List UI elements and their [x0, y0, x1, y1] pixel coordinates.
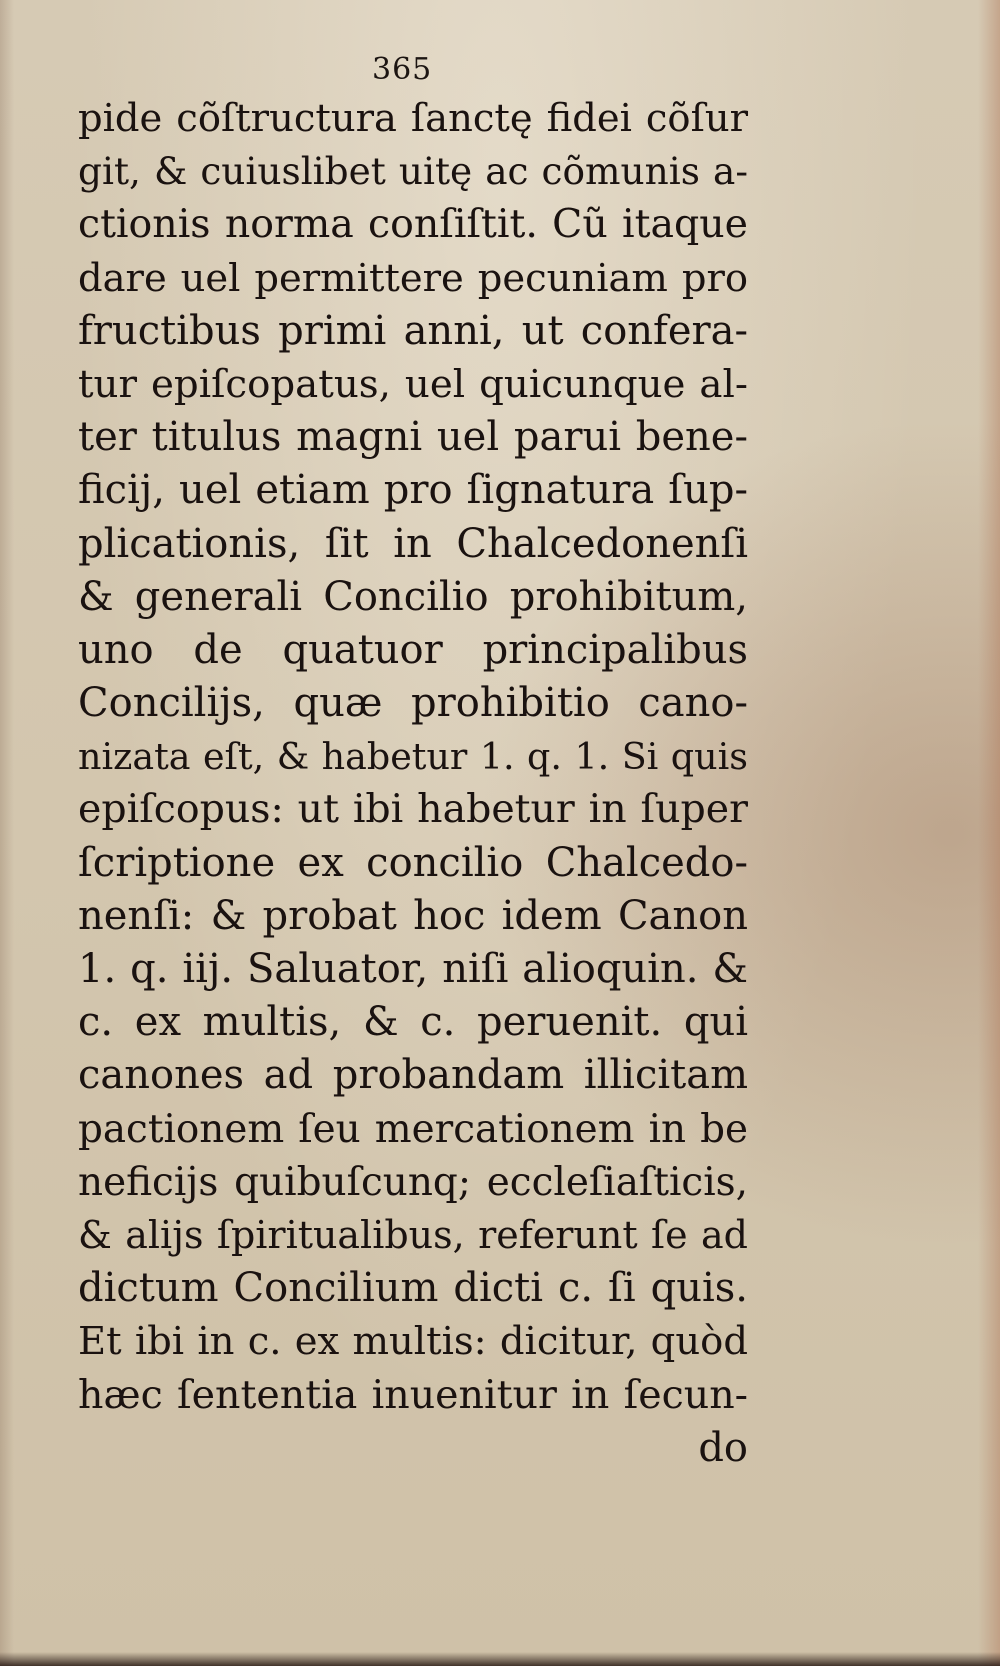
bottom-edge-shadow: [0, 1652, 1000, 1666]
text-line: pide cõſtructura ſanctę fidei cõſur: [78, 96, 748, 141]
text-line: ter titulus magni uel parui bene-: [78, 414, 748, 461]
text-line: ficij, uel etiam pro ſignatura ſup-: [78, 467, 748, 514]
text-line: ctionis norma conſiſtit. Cũ itaque: [78, 201, 748, 248]
page-gutter-shadow: [0, 0, 14, 1666]
text-line: Et ibi in c. ex multis: dicitur, quòd: [78, 1319, 748, 1365]
text-line: 1. q. iij. Saluator, niſi alioquin. &: [78, 946, 748, 992]
page-number: 365: [372, 52, 433, 87]
text-line: uno de quatuor principalibus: [78, 626, 748, 673]
catchword: do: [698, 1424, 748, 1471]
text-line: ſcriptione ex concilio Chalcedo-: [78, 839, 748, 886]
text-line: neficijs quibuſcunq; eccleſiaſticis,: [78, 1159, 748, 1205]
text-line: tur epiſcopatus, uel quicunque al-: [78, 361, 748, 407]
text-line: & generali Concilio prohibitum,: [78, 573, 748, 620]
text-line: fructibus primi anni, ut confera-: [78, 307, 748, 354]
text-line: & alijs ſpiritualibus, referunt ſe ad: [78, 1212, 748, 1257]
text-line: canones ad probandam illicitam: [78, 1052, 748, 1099]
body-text: [78, 92, 748, 1475]
text-line: plicationis, ſit in Chalcedonenſi: [78, 520, 748, 567]
text-line: c. ex multis, & c. peruenit. qui: [78, 999, 748, 1046]
text-line: hæc ſententia inuenitur in ſecun-: [78, 1371, 748, 1418]
text-line: Concilijs, quæ prohibitio cano-: [78, 680, 748, 727]
page-edge-stain: [978, 0, 1000, 1666]
text-line: git, & cuiuslibet uitę ac cõmunis a-: [78, 149, 748, 194]
text-line: pactionem ſeu mercationem in be: [78, 1106, 748, 1152]
text-line: dictum Concilium dicti c. ſi quis.: [78, 1265, 748, 1312]
text-line: nizata eſt, & habetur 1. q. 1. Si quis: [78, 735, 748, 779]
text-line: nenſi: & probat hoc idem Canon: [78, 892, 748, 939]
text-line: epiſcopus: ut ibi habetur in ſuper: [78, 786, 748, 833]
text-line: dare uel permittere pecuniam pro: [78, 255, 748, 301]
